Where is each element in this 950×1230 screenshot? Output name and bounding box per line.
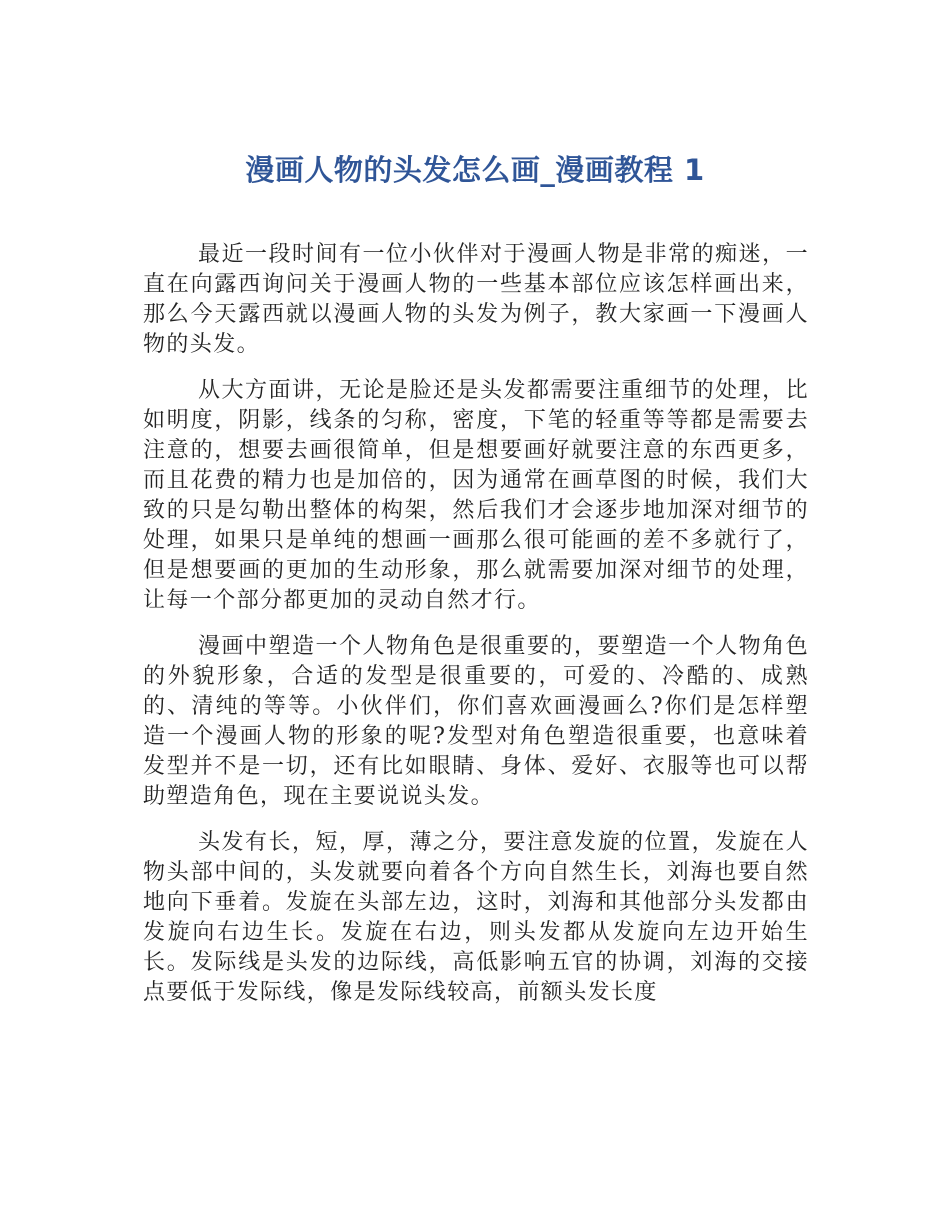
document-body [143, 240, 809, 1024]
paragraph-2: 从大方面讲，无论是脸还是头发都需要注重细节的处理，比如明度，阴影，线条的匀称，密度，下笔的轻重等等都是需要去注意的，想要去画很简单，但是想要画好就要注意的东西更多，而且花费的精力也是加倍的，因为通常在画草图的时候，我们大致的只是勾勒出整体的构架，然后我们才会逐步地加深对细节的处理，如果只是单纯的想画一画那么很可能画的差不多就行了，但是想要画的更加的生动形象，那么就需要加深对细节的处理，让每一个部分都更加的灵动自然才行。 [143, 378, 809, 613]
document-title: 漫画人物的头发怎么画_漫画教程 1 [245, 153, 705, 187]
paragraph-3: 漫画中塑造一个人物角色是很重要的，要塑造一个人物角色的外貌形象，合适的发型是很重要的，可爱的、冷酷的、成熟的、清纯的等等。小伙伴们，你们喜欢画漫画么?你们是怎样塑造一个漫画人物的形象的呢?发型对角色塑造很重要，也意味着发型并不是一切，还有比如眼睛、身体、爱好、衣服等也可以帮助塑造角色，现在主要说说头发。 [143, 634, 809, 809]
paragraph-4: 头发有长，短，厚，薄之分，要注意发旋的位置，发旋在人物头部中间的，头发就要向着各个方向自然生长，刘海也要自然地向下垂着。发旋在头部左边，这时，刘海和其他部分头发都由发旋向右边生长。发旋在右边，则头发都从发旋向左边开始生长。发际线是头发的边际线，高低影响五官的协调，刘海的交接点要低于发际线，像是发际线较高，前额头发长度 [143, 830, 809, 1005]
paragraph-1: 最近一段时间有一位小伙伴对于漫画人物是非常的痴迷，一直在向露西询问关于漫画人物的一些基本部位应该怎样画出来，那么今天露西就以漫画人物的头发为例子，教大家画一下漫画人物的头发。 [143, 242, 809, 357]
